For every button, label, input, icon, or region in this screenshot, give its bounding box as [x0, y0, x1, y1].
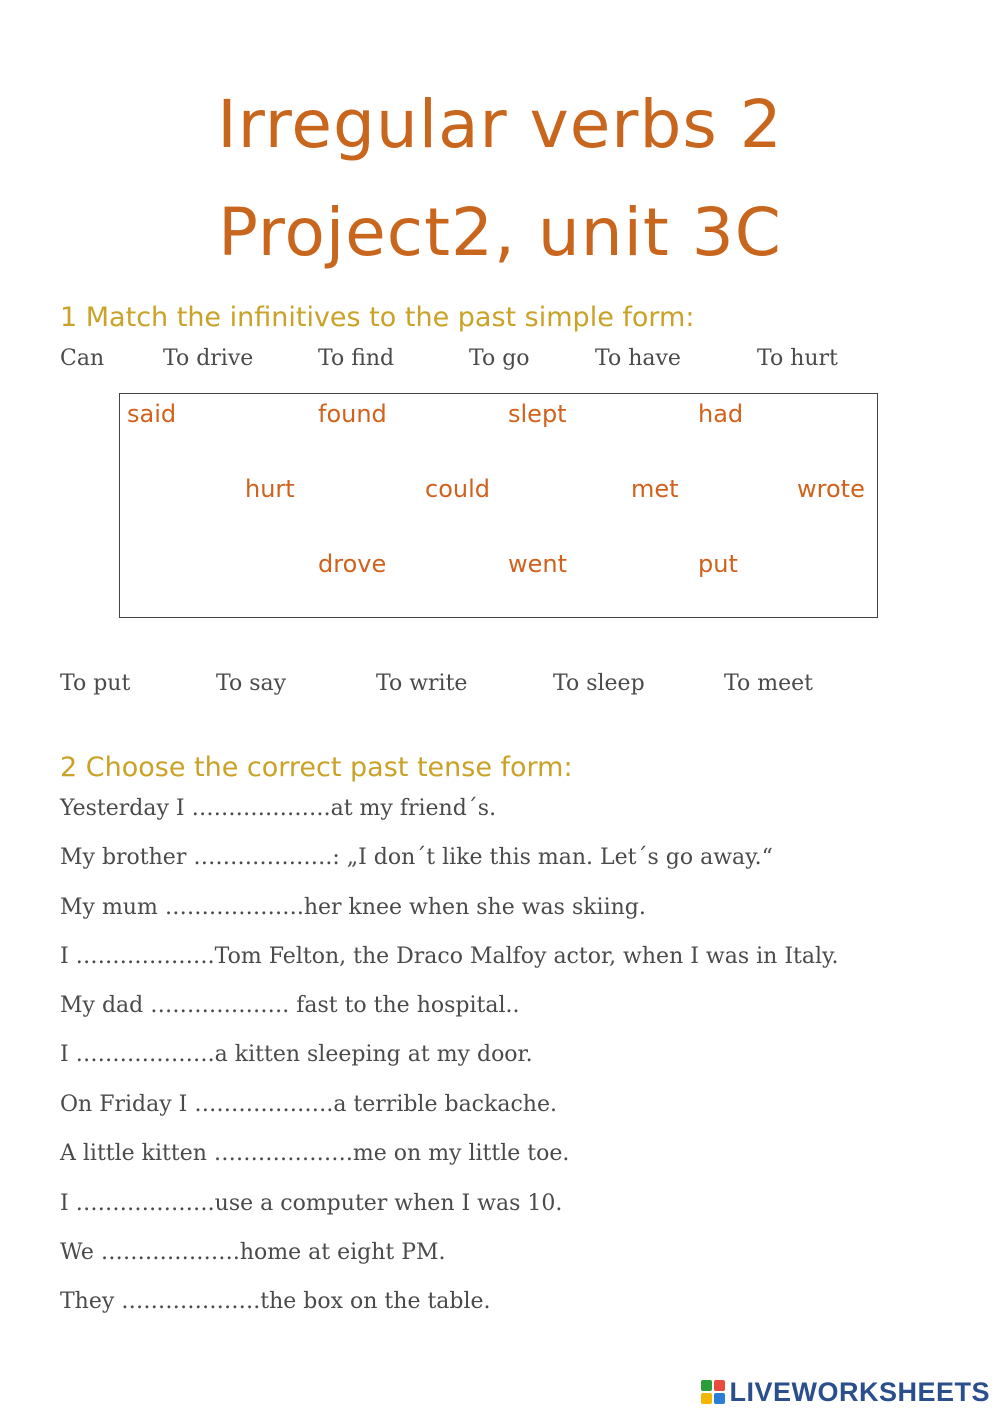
page-title: Irregular verbs 2 — [217, 86, 783, 163]
infinitive-to-sleep: To sleep — [553, 671, 645, 696]
past-form-word[interactable]: drove — [318, 550, 387, 578]
infinitive-to-hurt: To hurt — [757, 346, 838, 371]
infinitive-to-write: To write — [376, 671, 468, 696]
sentence: I ……………….Tom Felton, the Draco Malfoy actor, when I was in Italy. — [60, 944, 839, 969]
exercise-2-heading: 2 Choose the correct past tense form: — [60, 752, 573, 783]
past-form-word[interactable]: wrote — [797, 475, 865, 503]
sentence: On Friday I ……………….a terrible backache. — [60, 1092, 557, 1117]
page-subtitle: Project2, unit 3C — [218, 194, 782, 271]
logo-text: LIVEWORKSHEETS — [729, 1376, 990, 1407]
sentence: My brother ……………….: „I don´t like this man. Let´s go away.“ — [60, 845, 773, 870]
past-form-word[interactable]: said — [127, 400, 177, 428]
infinitive-to-drive: To drive — [163, 346, 254, 371]
past-form-word[interactable]: had — [698, 400, 744, 428]
exercise-1-heading: 1 Match the infinitives to the past simple form: — [60, 302, 695, 333]
infinitive-to-meet: To meet — [724, 671, 813, 696]
past-form-word[interactable]: put — [698, 550, 738, 578]
past-form-word[interactable]: could — [425, 475, 490, 503]
sentence: My dad ………………. fast to the hospital.. — [60, 993, 520, 1018]
sentence: I ……………….use a computer when I was 10. — [60, 1191, 563, 1216]
sentence: We ……………….home at eight PM. — [60, 1240, 446, 1265]
infinitive-to-put: To put — [60, 671, 131, 696]
sentence: A little kitten ……………….me on my little toe. — [60, 1141, 570, 1166]
infinitive-to-have: To have — [595, 346, 681, 371]
liveworksheets-logo[interactable] — [701, 1376, 990, 1408]
liveworksheets-logo-icon — [701, 1380, 725, 1404]
sentence: My mum ……………….her knee when she was skiing. — [60, 895, 646, 920]
infinitive-to-find: To find — [318, 346, 395, 371]
infinitive-can: Can — [60, 346, 105, 371]
sentence: Yesterday I ……………….at my friend´s. — [60, 796, 497, 821]
past-form-word[interactable]: hurt — [245, 475, 295, 503]
past-form-word[interactable]: went — [508, 550, 568, 578]
past-form-word[interactable]: met — [631, 475, 679, 503]
past-form-word[interactable]: found — [318, 400, 387, 428]
infinitive-to-go: To go — [469, 346, 530, 371]
past-form-word[interactable]: slept — [508, 400, 567, 428]
sentence: I ……………….a kitten sleeping at my door. — [60, 1042, 533, 1067]
sentence: They ……………….the box on the table. — [60, 1289, 491, 1314]
past-forms-box — [119, 393, 878, 618]
infinitive-to-say: To say — [216, 671, 287, 696]
